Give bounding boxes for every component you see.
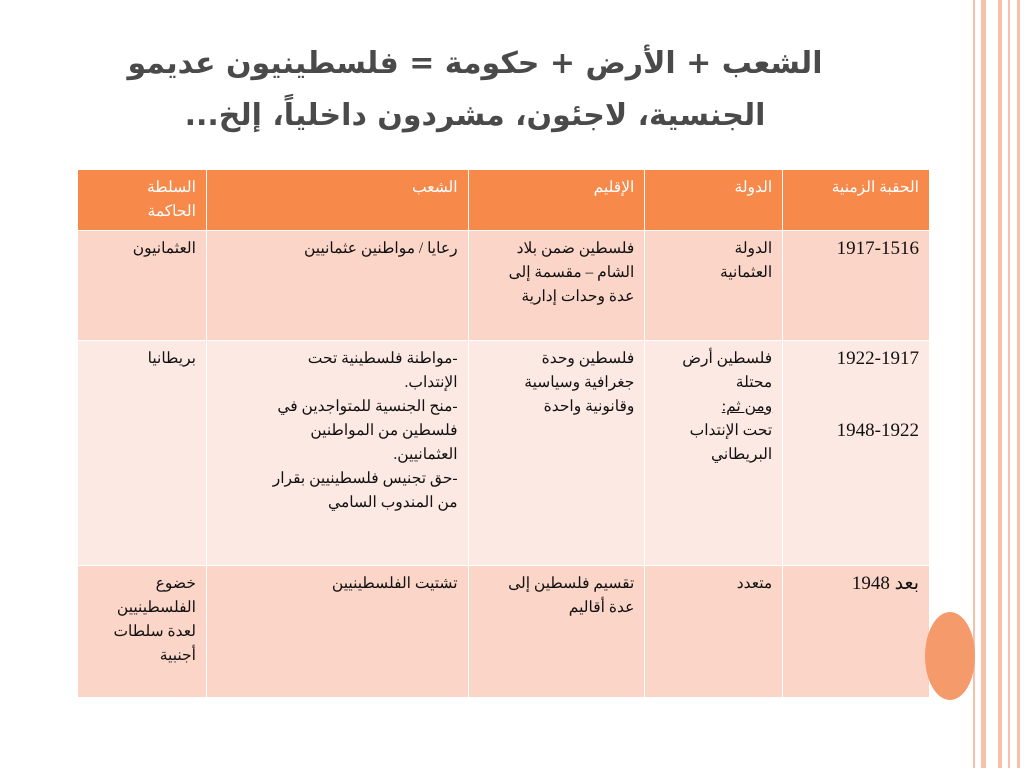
cell-people: تشتيت الفلسطينيين [206,566,468,698]
header-authority-line-1: السلطة [146,179,196,196]
header-state: الدولة [645,170,783,231]
cell-people: رعايا / مواطنين عثمانيين [206,231,468,341]
header-people: الشعب [206,170,468,231]
cell-territory: فلسطين ضمن بلاد الشام – مقسمة إلى عدة وحدات إدارية [468,231,645,341]
header-authority [78,170,207,231]
title-line-1: الشعب + الأرض + حكومة = فلسطينيون عديمو [127,46,823,81]
table-row [78,231,930,341]
nationality-table [77,169,930,698]
cell-people: -مواطنة فلسطينية تحت الإنتداب. -منح الجنسية للمتواجدين في فلسطين من المواطنين العثمانيين. -حق تجنيس فلسطينيين بقرار من المندوب السامي [206,341,468,566]
cell-era: 1917-1516 [783,231,930,341]
header-territory: الإقليم [468,170,645,231]
decorative-circle [925,612,975,700]
cell-state: الدولة العثمانية [645,231,783,341]
title-line-2: الجنسية، لاجئون، مشردون داخلياً، إلخ... [184,98,766,133]
table-header-row [78,170,930,231]
cell-state: فلسطين أرض محتلة ومن ثم: تحت الإنتداب البريطاني [645,341,783,566]
cell-era: 1922-1917 1948-1922 [783,341,930,566]
cell-authority: بريطانيا [78,341,207,566]
cell-territory: تقسيم فلسطين إلى عدة أقاليم [468,566,645,698]
header-era: الحقبة الزمنية [783,170,930,231]
table-row [78,341,930,566]
cell-era: بعد 1948 [783,566,930,698]
header-authority-line-2: الحاكمة [147,203,196,220]
table-row [78,566,930,698]
cell-territory: فلسطين وحدة جغرافية وسياسية وقانونية واحدة [468,341,645,566]
cell-state: متعدد [645,566,783,698]
slide-title [90,38,860,142]
cell-authority: خضوع الفلسطينيين لعدة سلطات أجنبية [78,566,207,698]
cell-authority: العثمانيون [78,231,207,341]
